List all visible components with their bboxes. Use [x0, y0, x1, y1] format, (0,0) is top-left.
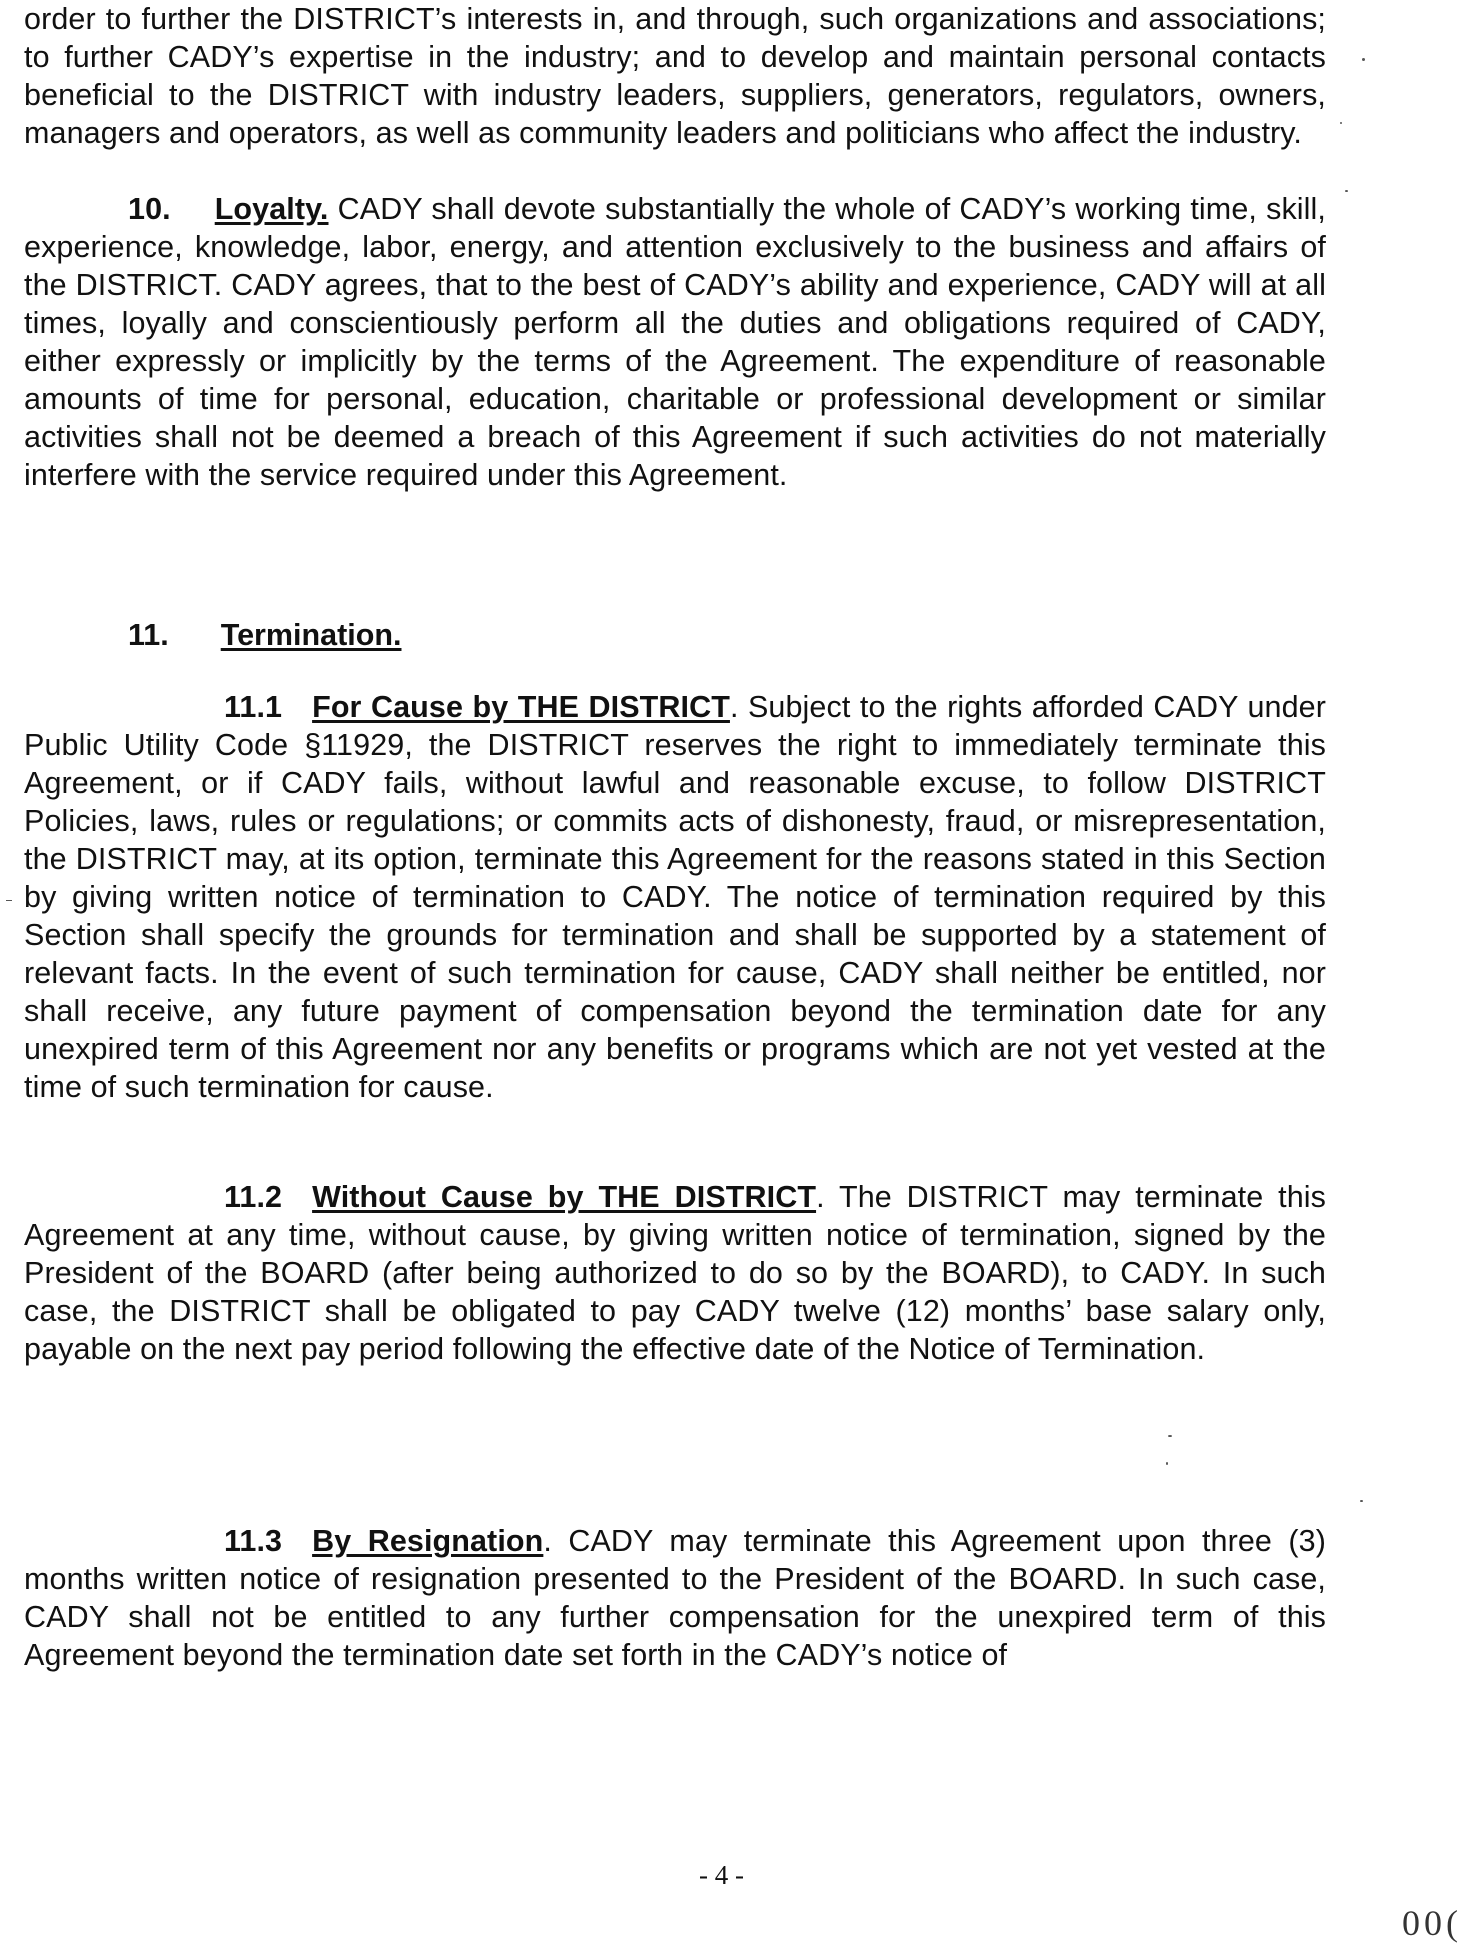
- section-11-1-paragraph: [24, 688, 1326, 1106]
- scan-speck: [1166, 1462, 1168, 1465]
- section-10-number: 10.: [128, 192, 171, 226]
- continuation-text: order to further the DISTRICT’s interests in, and through, such organizations and associations; to further CADY’s expertise in the industry; and to develop and maintain personal contacts beneficial to the DISTRICT with industry leaders, suppliers, generators, regulators, owners, managers and operators, as well as community leaders and politicians who affect the industry.: [24, 2, 1326, 150]
- section-11-3-heading: By Resignation: [312, 1524, 544, 1558]
- section-11-3-text: . CADY may terminate this Agreement upon three (3) months written notice of resignation presented to the President of the BOARD. In such case, CADY shall not be entitled to any further compensation for the unexpired term of this Agreement beyond the termination date set forth in the CADY’s notice of: [24, 1524, 1326, 1672]
- section-11-2-heading: Without Cause by THE DISTRICT: [312, 1180, 817, 1214]
- scan-speck: [1360, 1500, 1363, 1502]
- continuation-paragraph: [24, 0, 1326, 152]
- scan-speck: [1168, 1435, 1172, 1437]
- section-11-2-paragraph: [24, 1178, 1326, 1368]
- scan-speck: [1340, 122, 1342, 124]
- section-11-number: 11.: [128, 618, 169, 652]
- section-11-3-paragraph: [24, 1522, 1326, 1674]
- section-10-heading: Loyalty.: [214, 192, 329, 226]
- section-11-2-text: . The DISTRICT may terminate this Agreement at any time, without cause, by giving written notice of termination, signed by the President of the BOARD (after being authorized to do so by the BOARD), to CADY. In such case, the DISTRICT shall be obligated to pay CADY twelve (12) months’ base salary only, payable on the next pay period following the effective date of the Notice of Termination.: [24, 1180, 1327, 1366]
- section-11-3-number: 11.3: [224, 1524, 283, 1558]
- section-11-1-text: . Subject to the rights afforded CADY under Public Utility Code §11929, the DISTRICT reserves the right to immediately terminate this Agreement, or if CADY fails, without lawful and reasonable excuse, to follow DISTRICT Policies, laws, rules or regulations; or commits acts of dishonesty, fraud, or misrepresentation, the DISTRICT may, at its option, terminate this Agreement for the reasons stated in this Section by giving written notice of termination to CADY. The notice of termination required by this Section shall specify the grounds for termination and shall be supported by a statement of relevant facts. In the event of such termination for cause, CADY shall neither be entitled, nor shall receive, any future payment of compensation beyond the termination date for any unexpired term of this Agreement nor any benefits or programs which are not yet vested at the time of such termination for cause.: [24, 690, 1326, 1104]
- section-11-2-number: 11.2: [224, 1180, 283, 1214]
- scan-speck: [6, 900, 12, 901]
- section-11-heading-line: [128, 616, 401, 654]
- bates-number-fragment: 00(: [1402, 1903, 1462, 1943]
- section-11-1-heading: For Cause by THE DISTRICT: [312, 690, 730, 724]
- scan-speck: [1362, 58, 1365, 61]
- section-10-paragraph: [24, 190, 1326, 494]
- section-11-1-number: 11.1: [224, 690, 283, 724]
- page-number: - 4 -: [699, 1860, 744, 1890]
- scan-speck: [1345, 190, 1348, 192]
- section-11-heading: Termination.: [220, 618, 402, 652]
- section-10-text: CADY shall devote substantially the whole of CADY’s working time, skill, experience, knowledge, labor, energy, and attention exclusively to the business and affairs of the DISTRICT. CADY agrees, that to the best of CADY’s ability and experience, CADY will at all times, loyally and conscientiously perform all the duties and obligations required of CADY, either expressly or implicitly by the terms of the Agreement. The expenditure of reasonable amounts of time for personal, education, charitable or professional development or similar activities shall not be deemed a breach of this Agreement if such activities do not materially interfere with the service required under this Agreement.: [24, 192, 1327, 492]
